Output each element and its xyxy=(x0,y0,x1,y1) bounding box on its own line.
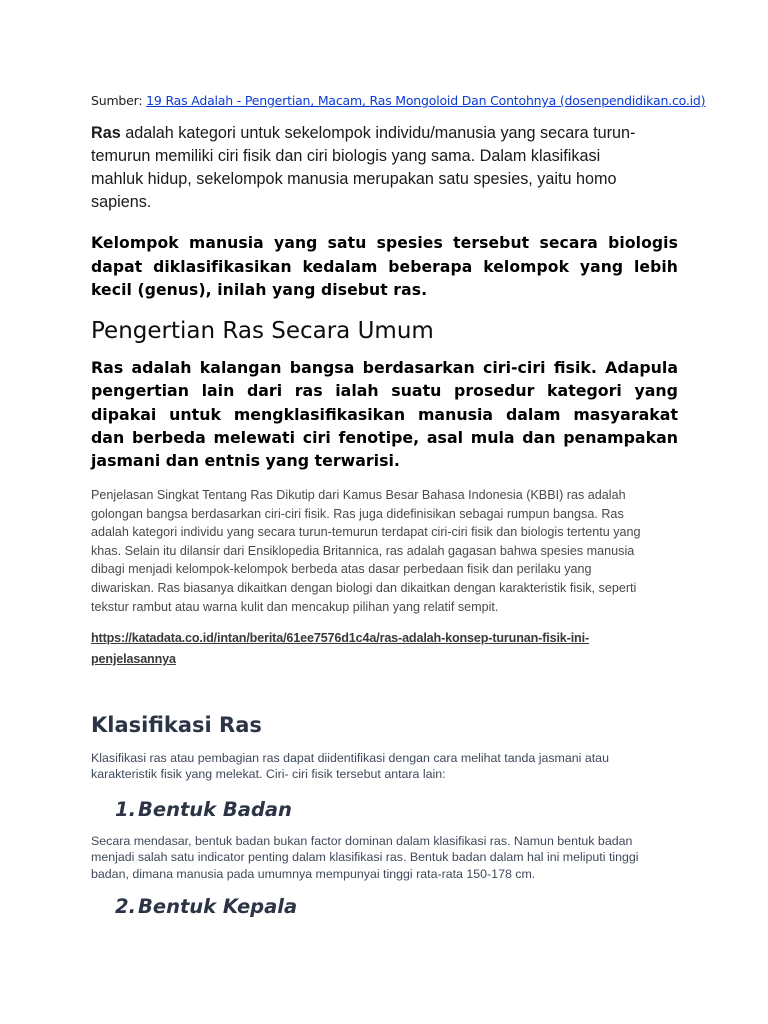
bentuk-kepala-heading xyxy=(115,894,297,920)
bentuk-badan-title: Bentuk Badan xyxy=(137,798,292,821)
source-link[interactable]: 19 Ras Adalah - Pengertian, Macam, Ras Mongoloid Dan Contohnya (dosenpendidikan.co.id) xyxy=(146,93,706,108)
pengertian-heading: Pengertian Ras Secara Umum xyxy=(91,318,434,344)
source-label: Sumber: xyxy=(91,93,147,108)
genus-paragraph: Kelompok manusia yang satu spesies tersebut secara biologis dapat diklasifikasikan kedalam beberapa kelompok yang lebih kecil (genus), inilah yang disebut ras. xyxy=(91,234,678,299)
bentuk-badan-number: 1. xyxy=(115,798,136,821)
bentuk-kepala-number: 2. xyxy=(115,895,136,918)
kbbi-explanation-paragraph: Penjelasan Singkat Tentang Ras Dikutip dari Kamus Besar Bahasa Indonesia (KBBI) ras adalah golongan bangsa berdasarkan ciri-ciri fisik. Ras juga didefinisikan sebagai rumpun bangsa. Ras adalah kategori individu yang secara turun-temurun terdapat ciri-ciri fisik dan biologis tertentu yang khas. Selain itu dilansir dari Ensiklopedia Britannica, ras adalah gagasan bahwa spesies manusia dibagi menjadi kelompok-kelompok berbeda atas dasar perbedaan fisik dan perilaku yang diwariskan. Ras biasanya dikaitkan dengan biologi dan dikaitkan dengan karakteristik fisik, seperti tekstur rambut atau warna kulit dan mencakup pilihan yang relatif sempit. xyxy=(91,488,641,614)
klasifikasi-paragraph: Klasifikasi ras atau pembagian ras dapat diidentifikasi dengan cara melihat tanda jasmani atau karakteristik fisik yang melekat. Ciri- ciri fisik tersebut antara lain: xyxy=(91,751,609,782)
klasifikasi-heading: Klasifikasi Ras xyxy=(91,713,262,737)
bentuk-badan-heading xyxy=(115,797,292,823)
intro-text: adalah kategori untuk sekelompok individu/manusia yang secara turun-temurun memiliki ciri fisik dan ciri biologis yang sama. Dalam klasifikasi mahluk hidup, sekelompok manusia merupakan satu spesies, yaitu homo sapiens. xyxy=(91,124,636,211)
intro-paragraph xyxy=(91,122,651,214)
katadata-link[interactable]: https://katadata.co.id/intan/berita/61ee7576d1c4a/ras-adalah-konsep-turunan-fisik-ini-penjelasannya xyxy=(91,631,589,666)
intro-term: Ras xyxy=(91,124,121,142)
pengertian-bold-paragraph: Ras adalah kalangan bangsa berdasarkan ciri-ciri fisik. Adapula pengertian lain dari ras ialah suatu prosedur kategori yang dipakai untuk mengklasifikasikan manusia dalam masyarakat dan berbeda melewati ciri fenotipe, asal mula dan penampakan jasmani dan entnis yang terwarisi. xyxy=(91,358,678,471)
bentuk-kepala-title: Bentuk Kepala xyxy=(137,895,298,918)
source-line xyxy=(91,93,705,108)
bentuk-badan-paragraph: Secara mendasar, bentuk badan bukan factor dominan dalam klasifikasi ras. Namun bentuk badan menjadi salah satu indicator penting dalam klasifikasi ras. Bentuk badan dalam hal ini meliputi tinggi badan, dimana manusia pada umumnya mempunyai tinggi rata-rata 150-178 cm. xyxy=(91,834,639,881)
